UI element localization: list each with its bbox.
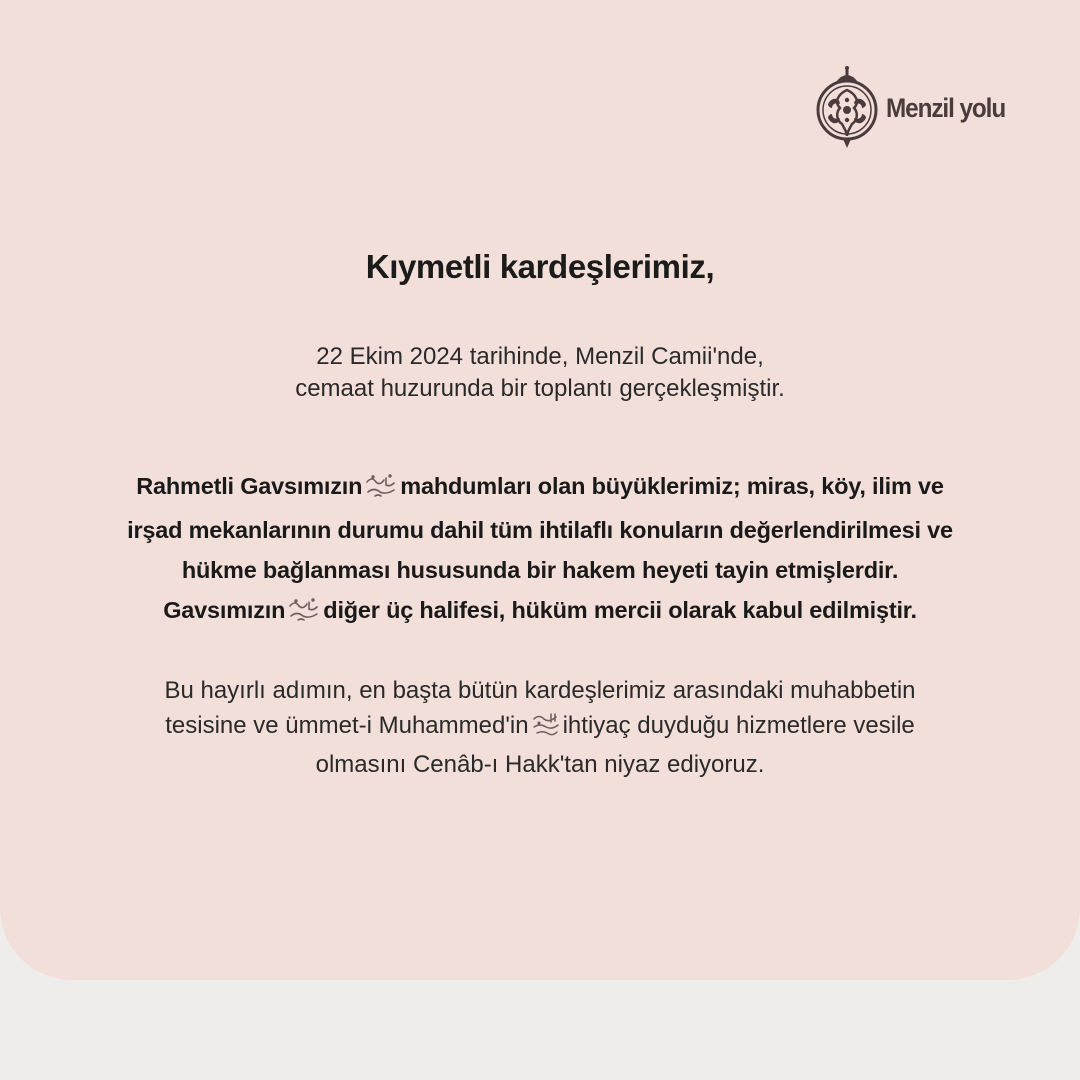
decision-line-1-part-b: mahdumları olan büyüklerimiz; miras, köy, ilim ve bbox=[400, 473, 944, 499]
decision-line-4 bbox=[40, 590, 1040, 634]
decision-line-4-part-b: diğer üç halifesi, hüküm mercii olarak kabul edilmiştir. bbox=[323, 597, 917, 623]
brand-name: Menzil yolu bbox=[885, 92, 1005, 123]
meeting-info-paragraph bbox=[40, 341, 1040, 405]
decision-line-2: irşad mekanlarının durumu dahil tüm ihtilaflı konuların değerlendirilmesi ve bbox=[127, 517, 953, 543]
greeting-heading: Kıymetli kardeşlerimiz, bbox=[365, 248, 715, 285]
meeting-info-line-1: 22 Ekim 2024 tarihinde, Menzil Camii'nde, bbox=[316, 343, 764, 370]
sallallahu-aleyhi-vesellem-calligraphy-icon bbox=[531, 711, 561, 747]
prayer-line-1: Bu hayırlı adımın, en başta bütün kardeşlerimiz arasındaki muhabbetin bbox=[164, 677, 916, 704]
prayer-paragraph bbox=[40, 673, 1040, 782]
decision-line-1-part-a: Rahmetli Gavsımızın bbox=[136, 473, 363, 499]
decision-line-4-part-a: Gavsımızın bbox=[163, 597, 286, 623]
decision-line-3: hükme bağlanması hususunda bir hakem heyeti tayin etmişlerdir. bbox=[181, 557, 899, 583]
decision-line-1 bbox=[40, 466, 1040, 510]
meeting-info-line-2: cemaat huzurunda bir toplantı gerçekleşmiştir. bbox=[295, 375, 785, 402]
ornamental-emblem-icon bbox=[814, 66, 880, 150]
prayer-line-3: olmasını Cenâb-ı Hakk'tan niyaz ediyoruz. bbox=[315, 751, 765, 778]
kuddise-sirruh-calligraphy-icon bbox=[287, 594, 321, 634]
kuddise-sirruh-calligraphy-icon bbox=[364, 470, 398, 510]
brand-logo bbox=[814, 66, 1018, 150]
prayer-line-2 bbox=[40, 708, 1040, 747]
decision-paragraph bbox=[40, 466, 1040, 634]
prayer-line-2-part-a: tesisine ve ümmet-i Muhammed'in bbox=[165, 712, 529, 739]
prayer-line-2-part-b: ihtiyaç duyduğu hizmetlere vesile bbox=[562, 712, 915, 739]
